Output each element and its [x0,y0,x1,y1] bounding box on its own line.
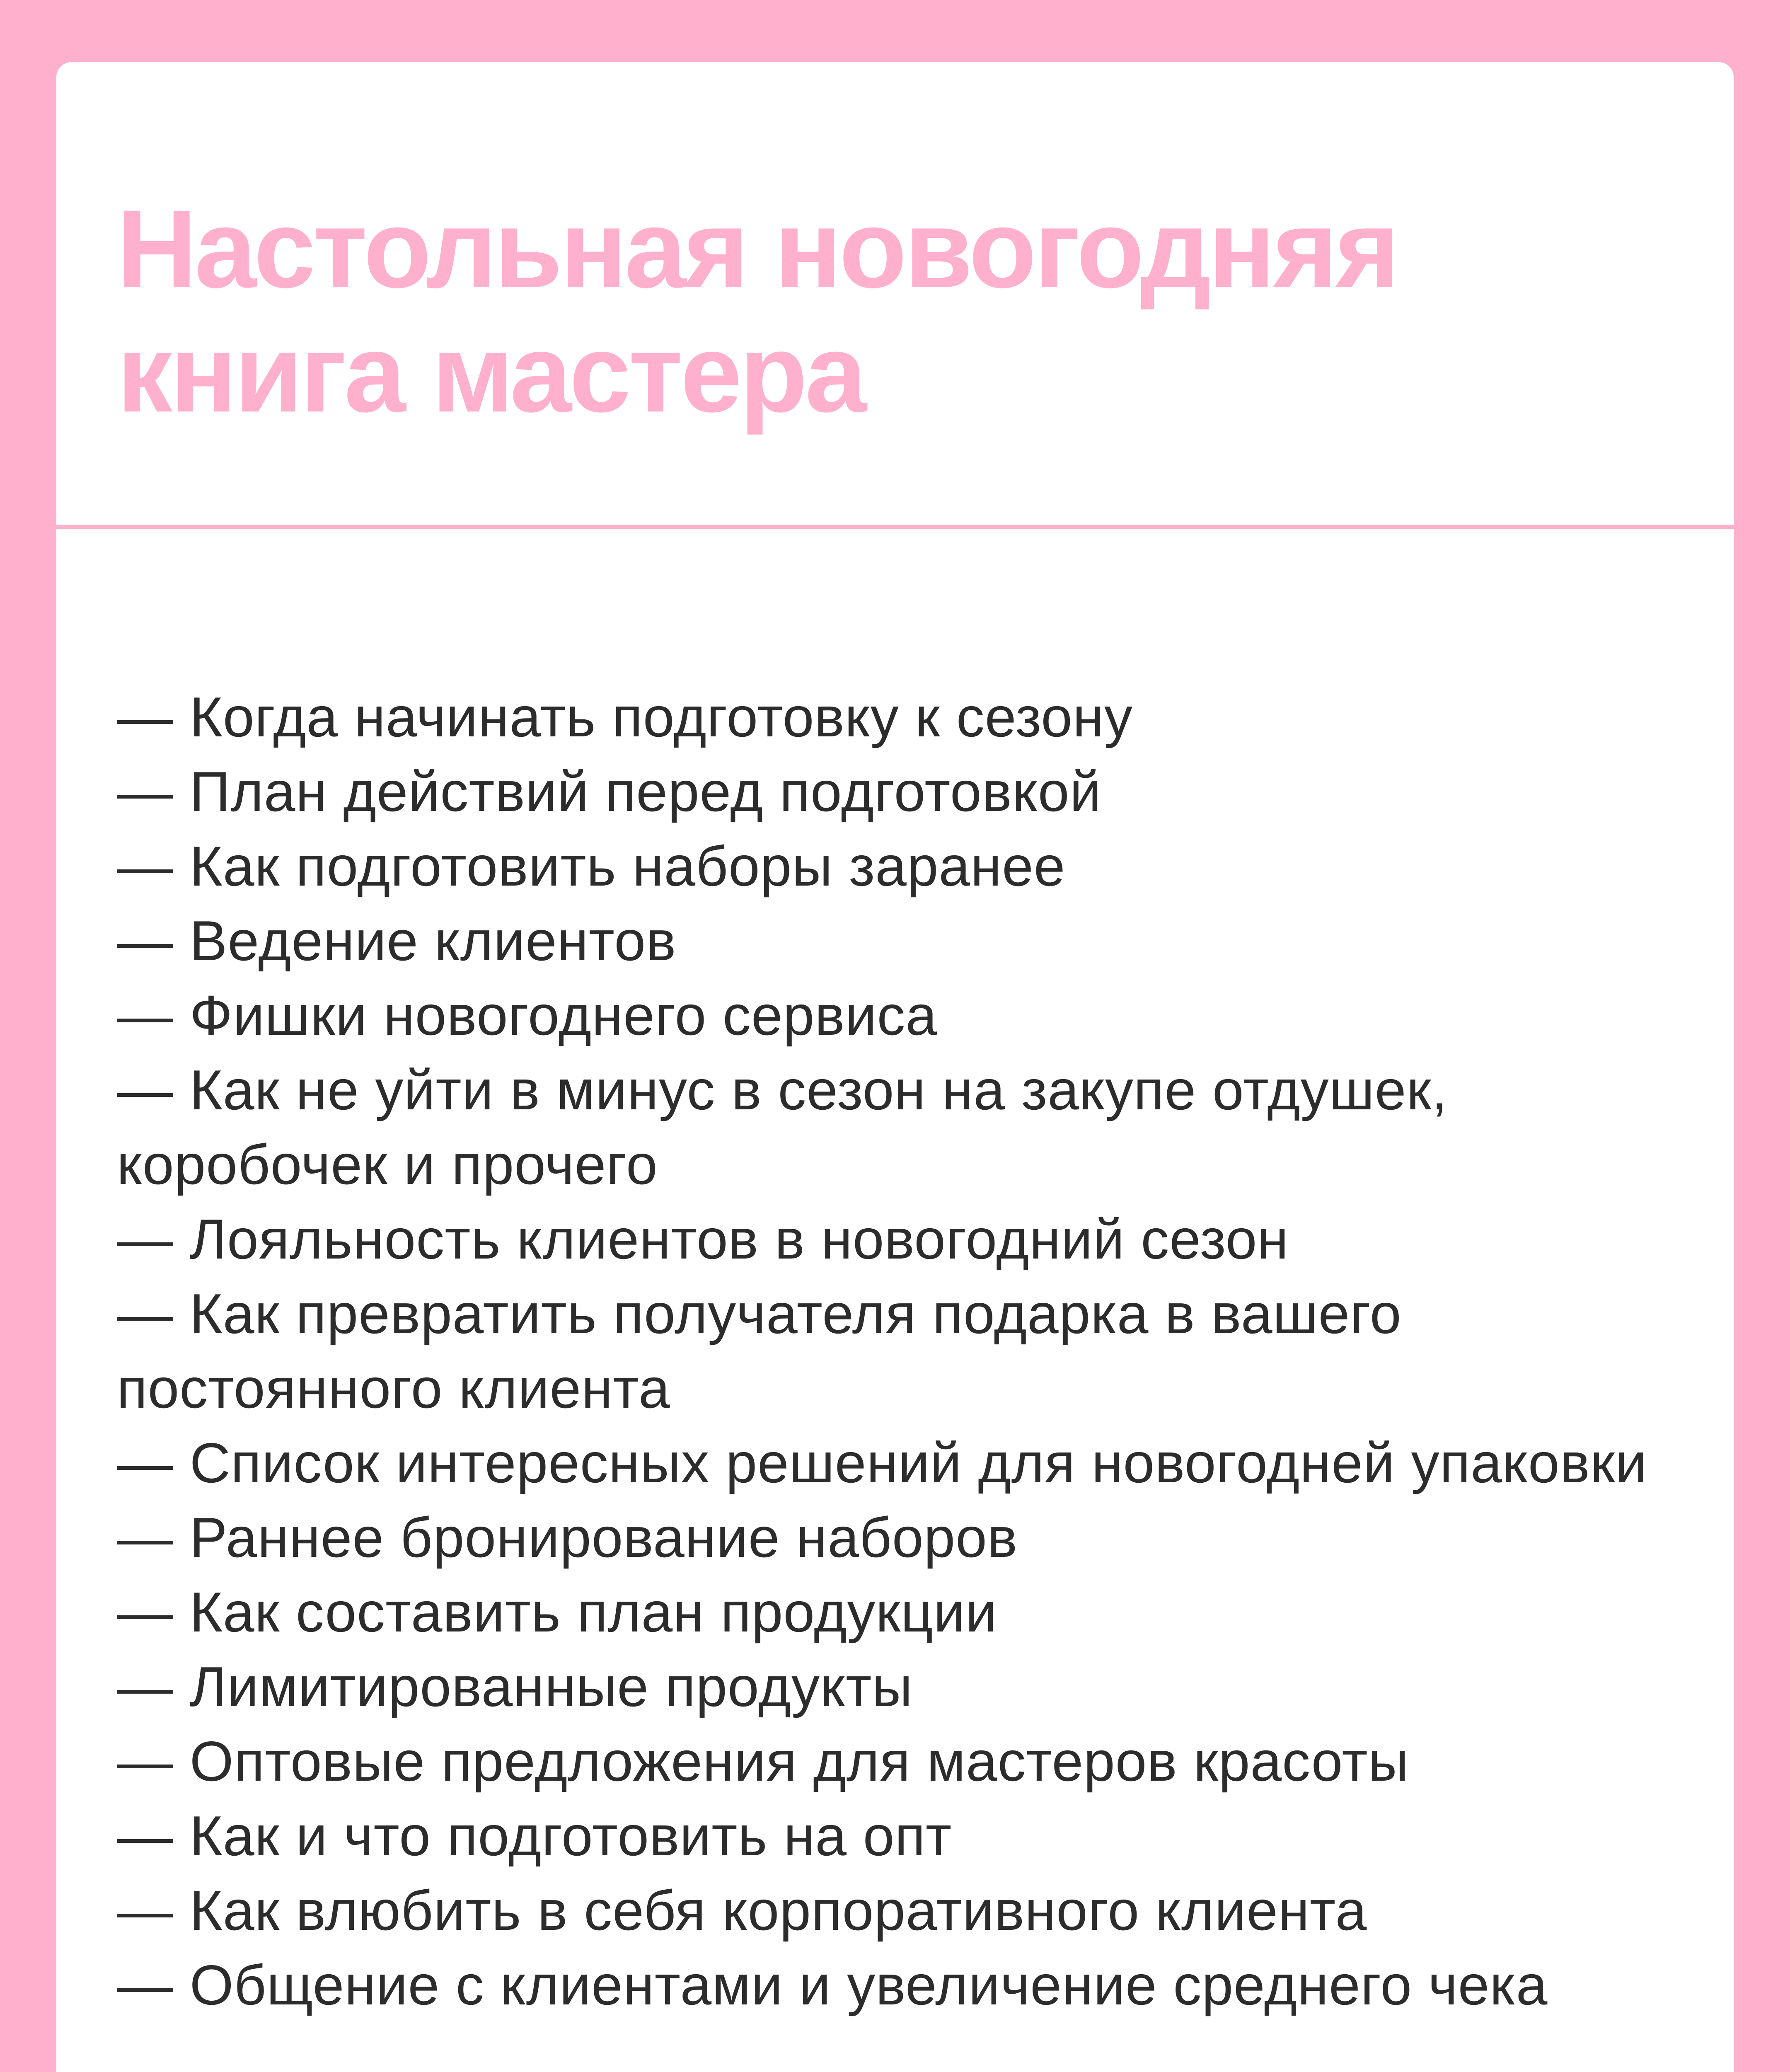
contents-list [117,680,1716,2022]
list-item: — Оптовые предложения для мастеров красоты [117,1730,1409,1793]
content-card [56,62,1734,2072]
list-item: — Как влюбить в себя корпоративного клиента [117,1879,1367,1942]
list-item: — Лимитированные продукты [117,1655,913,1718]
list-item: — Как и что подготовить на опт [117,1804,952,1867]
list-item: — Список интересных решений для новогодней упаковки [117,1431,1647,1494]
list-item: — Фишки новогоднего сервиса [117,984,938,1047]
list-item: — Как не уйти в минус в сезон на закупе отдушек, коробочек и прочего [117,1058,1448,1196]
list-item: — Как превратить получателя подарка в вашего постоянного клиента [117,1282,1402,1420]
title-divider [56,525,1734,529]
page-title: Настольная новогодняя книга мастера [117,186,1398,435]
list-item: — Лояльность клиентов в новогодний сезон [117,1208,1289,1271]
list-item: — План действий перед подготовкой [117,760,1102,823]
list-item: — Ведение клиентов [117,909,677,972]
list-item: — Раннее бронирование наборов [117,1506,1018,1569]
list-item: — Когда начинать подготовку к сезону [117,685,1133,748]
list-item: — Общение с клиентами и увеличение среднего чека [117,1953,1548,2016]
list-item: — Как составить план продукции [117,1581,997,1644]
list-item: — Как подготовить наборы заранее [117,835,1066,898]
